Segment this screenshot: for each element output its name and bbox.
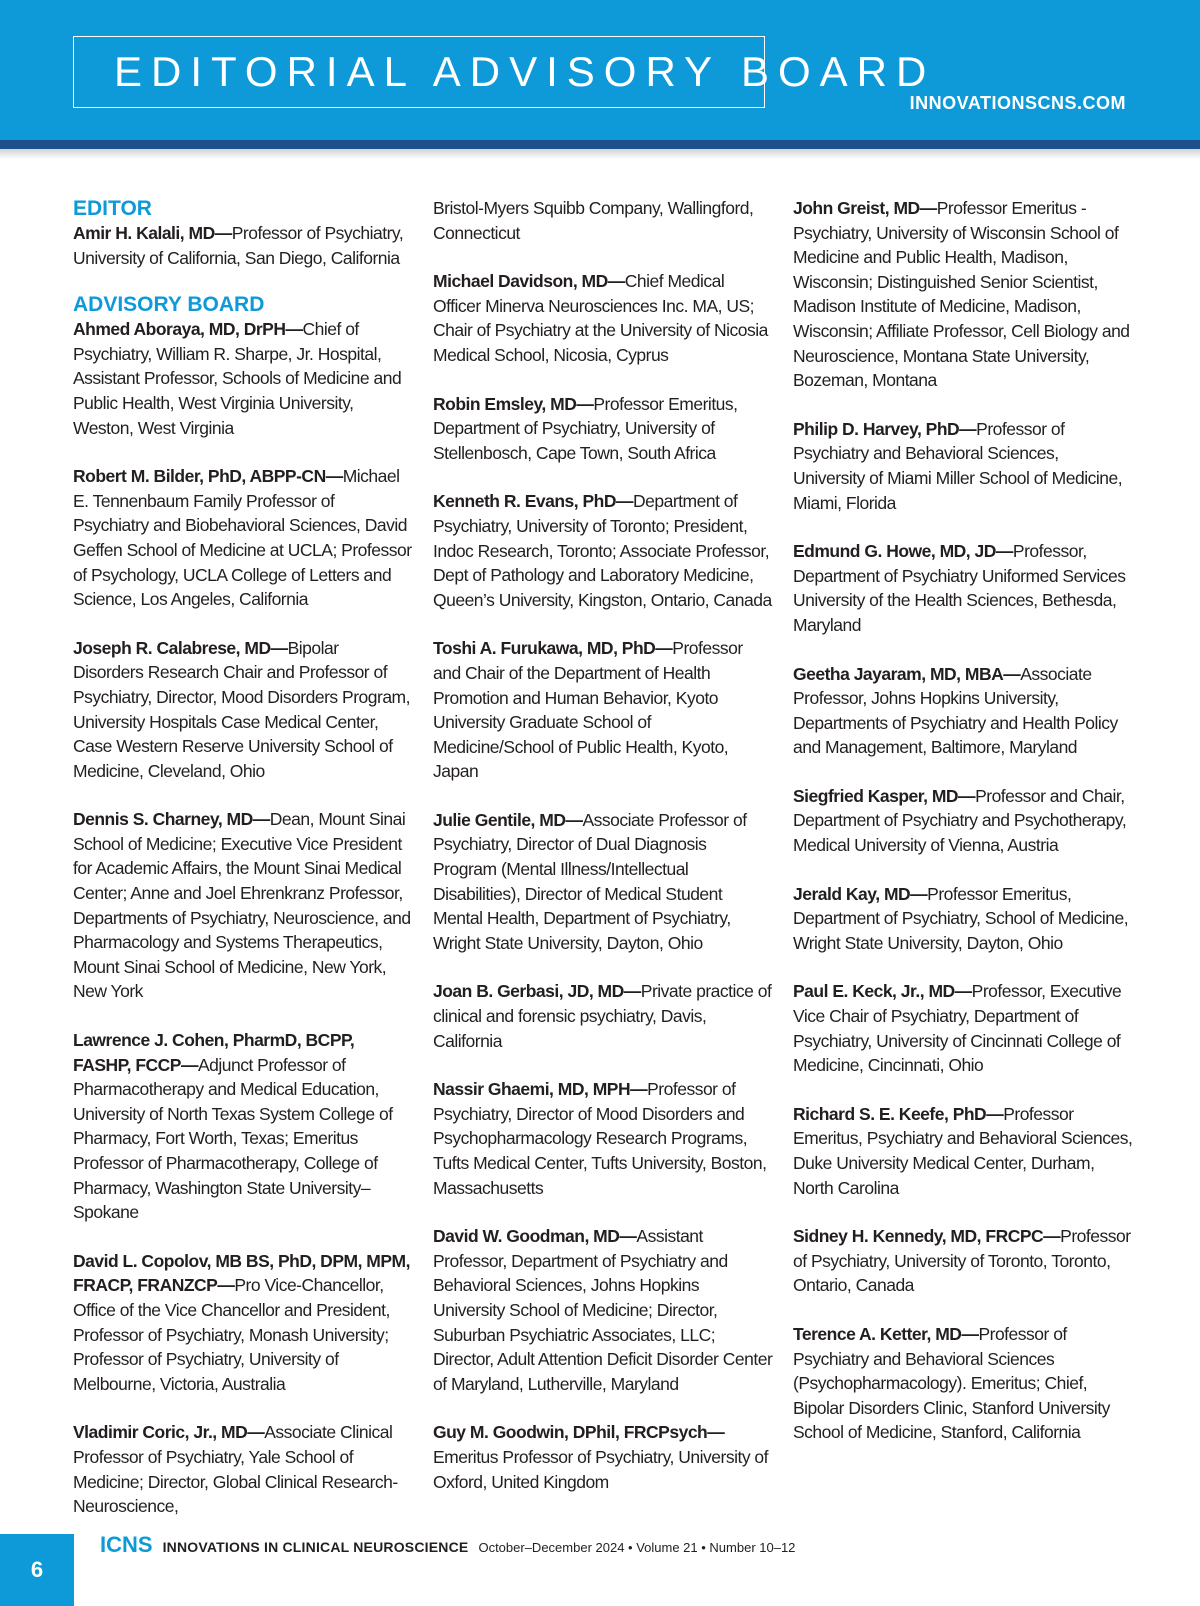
journal-logo: ICNS <box>100 1532 153 1557</box>
section-heading: EDITOR <box>73 197 152 220</box>
member-name: David L. Copolov, MB BS, PhD, DPM, MPM, FRACP, FRANZCP— <box>73 1250 410 1296</box>
member-name: Toshi A. Furukawa, MD, PhD— <box>433 638 673 659</box>
board-member-entry <box>433 392 773 466</box>
member-name: Richard S. E. Keefe, PhD— <box>793 1103 1004 1124</box>
member-affiliation: Assistant Professor, Department of Psychiatry and Behavioral Sciences, Johns Hopkins University School of Medicine; Director, Suburban Psychiatric Associates, LLC; Director, Adult Attention Deficit Disorder Center of Maryland, Lutherville, Maryland <box>433 1226 773 1394</box>
member-affiliation: Professor, Executive Vice Chair of Psychiatry, Department of Psychiatry, University of Cincinnati College of Medicine, Cincinnati, Ohio <box>793 981 1122 1076</box>
board-member-entry <box>433 636 773 784</box>
member-affiliation: Chief Medical Officer Minerva Neurosciences Inc. MA, US; Chair of Psychiatry at the University of Nicosia Medical School, Nicosia, Cyprus <box>433 271 768 365</box>
board-member-entry <box>433 489 773 612</box>
member-name: Geetha Jayaram, MD, MBA— <box>793 663 1021 684</box>
member-affiliation: Michael E. Tennenbaum Family Professor of Psychiatry and Biobehavioral Sciences, David Geffen School of Medicine at UCLA; Professor of Psychology, UCLA College of Letters and Science, Los Angeles, California <box>73 466 412 610</box>
board-member-entry <box>433 1224 773 1396</box>
member-name: Sidney H. Kennedy, MD, FRCPC— <box>793 1226 1061 1247</box>
member-affiliation: Professor of Psychiatry and Behavioral Sciences, University of Miami Miller School of Medicine, Miami, Florida <box>793 418 1123 513</box>
member-name: Kenneth R. Evans, PhD— <box>433 491 634 512</box>
member-affiliation: Professor and Chair, Department of Psychiatry and Psychotherapy, Medical University of Vienna, Austria <box>793 785 1127 856</box>
board-member-entry <box>793 196 1133 393</box>
board-member-entry <box>793 1224 1133 1298</box>
member-name: Robin Emsley, MD— <box>433 393 594 414</box>
board-member-entry <box>433 196 773 245</box>
member-affiliation: Adjunct Professor of Pharmacotherapy and Medical Education, University of North Texas System College of Pharmacy, Fort Worth, Texas; Emeritus Professor of Pharmacotherapy, College of Pharmacy, Washington State University–Spokane <box>73 1054 393 1223</box>
board-member-entry <box>73 636 413 784</box>
footer <box>100 1532 795 1558</box>
member-name: Ahmed Aboraya, MD, DrPH— <box>73 319 303 340</box>
member-affiliation: Associate Professor, Johns Hopkins University, Departments of Psychiatry and Health Policy and Management, Baltimore, Maryland <box>793 663 1118 758</box>
board-member-entry <box>73 221 413 270</box>
board-columns <box>73 196 1133 1543</box>
member-name: Edmund G. Howe, MD, JD— <box>793 541 1013 562</box>
board-member-entry <box>793 539 1133 637</box>
member-affiliation: Associate Professor of Psychiatry, Director of Dual Diagnosis Program (Mental Illness/Intellectual Disabilities), Director of Medical Student Mental Health, Department of Psychiatry, Wright State University, Dayton, Ohio <box>433 809 747 953</box>
member-name: Robert M. Bilder, PhD, ABPP-CN— <box>73 466 343 487</box>
board-member-entry <box>73 317 413 440</box>
member-affiliation: Department of Psychiatry, University of Toronto; President, Indoc Research, Toronto; Associate Professor, Dept of Pathology and Laboratory Medicine, Queen’s University, Kingston, Ontario, Canada <box>433 491 772 610</box>
column-1 <box>73 196 413 1543</box>
board-member-entry <box>433 808 773 956</box>
header-shadow <box>0 149 1200 159</box>
member-affiliation: Dean, Mount Sinai School of Medicine; Executive Vice President for Academic Affairs, the Mount Sinai Medical Center; Anne and Joel Ehrenkranz Professor, Departments of Psychiatry, Neuroscience, and Pharmacology and Systems Therapeutics, Mount Sinai School of Medicine, New York, New York <box>73 809 411 1002</box>
member-affiliation: Professor of Psychiatry and Behavioral Sciences (Psychopharmacology). Emeritus; Chief, Bipolar Disorders Clinic, Stanford University School of Medicine, Stanford, California <box>793 1323 1110 1443</box>
board-member-entry <box>433 269 773 367</box>
board-member-entry <box>433 1420 773 1494</box>
board-member-entry <box>73 1420 413 1518</box>
member-affiliation: Professor of Psychiatry, University of Toronto, Toronto, Ontario, Canada <box>793 1226 1131 1296</box>
section-heading: ADVISORY BOARD <box>73 293 265 317</box>
header-divider <box>0 140 1200 149</box>
member-name: Siegfried Kasper, MD— <box>793 785 976 806</box>
board-member-entry <box>793 662 1133 760</box>
member-affiliation: Private practice of clinical and forensic psychiatry, Davis, California <box>433 981 772 1051</box>
member-name: Amir H. Kalali, MD— <box>73 223 232 243</box>
board-member-entry <box>433 979 773 1053</box>
board-member-entry <box>793 882 1133 956</box>
member-affiliation: Chief of Psychiatry, William R. Sharpe, Jr. Hospital, Assistant Professor, Schools of Medicine and Public Health, West Virginia University, Weston, West Virginia <box>73 319 402 438</box>
member-name: Lawrence J. Cohen, PharmD, BCPP, FASHP, FCCP— <box>73 1030 355 1075</box>
page-number: 6 <box>0 1534 74 1606</box>
column-3 <box>793 196 1133 1543</box>
board-member-entry <box>793 784 1133 858</box>
member-affiliation: Professor Emeritus, Department of Psychiatry, University of Stellenbosch, Cape Town, South Africa <box>433 393 738 463</box>
member-name: Julie Gentile, MD— <box>433 809 583 830</box>
board-member-entry <box>793 1102 1133 1200</box>
board-member-entry <box>73 464 413 612</box>
member-affiliation: Associate Clinical Professor of Psychiatry, Yale School of Medicine; Director, Global Clinical Research-Neuroscience, <box>73 1422 398 1517</box>
member-affiliation: Pro Vice-Chancellor, Office of the Vice Chancellor and President, Professor of Psychiatry, Monash University; Professor of Psychiatry, University of Melbourne, Victoria, Australia <box>73 1275 390 1394</box>
column-2 <box>433 196 773 1543</box>
member-affiliation: Professor of Psychiatry, Director of Mood Disorders and Psychopharmacology Research Programs, Tufts Medical Center, Tufts University, Boston, Massachusetts <box>433 1079 767 1198</box>
member-affiliation: Bipolar Disorders Research Chair and Professor of Psychiatry, Director, Mood Disorders Program, University Hospitals Case Medical Center, Case Western Reserve University School of Medicine, Cleveland, Ohio <box>73 637 411 781</box>
board-member-entry <box>793 1322 1133 1445</box>
member-affiliation: Emeritus Professor of Psychiatry, University of Oxford, United Kingdom <box>433 1446 769 1492</box>
member-name: Nassir Ghaemi, MD, MPH— <box>433 1079 648 1100</box>
issue-info: October–December 2024 • Volume 21 • Number 10–12 <box>478 1540 796 1555</box>
board-member-entry <box>433 1077 773 1200</box>
member-name: Jerald Kay, MD— <box>793 883 928 904</box>
member-name: Joan B. Gerbasi, JD, MD— <box>433 981 641 1002</box>
board-member-entry <box>793 417 1133 515</box>
member-affiliation: Bristol-Myers Squibb Company, Wallingford, Connecticut <box>433 198 754 243</box>
page-title: EDITORIAL ADVISORY BOARD <box>114 48 936 95</box>
member-affiliation: Professor Emeritus, Psychiatry and Behavioral Sciences, Duke University Medical Center, Durham, North Carolina <box>793 1103 1133 1198</box>
member-name: Michael Davidson, MD— <box>433 271 625 292</box>
member-name: Paul E. Keck, Jr., MD— <box>793 981 972 1002</box>
member-name: Joseph R. Calabrese, MD— <box>73 637 288 658</box>
member-name: Philip D. Harvey, PhD— <box>793 418 977 439</box>
board-member-entry <box>73 807 413 1004</box>
member-name: John Greist, MD— <box>793 198 937 218</box>
member-affiliation: Professor of Psychiatry, University of California, San Diego, California <box>73 223 404 268</box>
member-affiliation: Professor and Chair of the Department of Health Promotion and Human Behavior, Kyoto University Graduate School of Medicine/School of Public Health, Kyoto, Japan <box>433 638 743 782</box>
member-name: David W. Goodman, MD— <box>433 1226 637 1247</box>
member-name: Terence A. Ketter, MD— <box>793 1323 979 1344</box>
member-affiliation: Professor Emeritus - Psychiatry, University of Wisconsin School of Medicine and Public Health, Madison, Wisconsin; Distinguished Senior Scientist, Madison Institute of Medicine, Madison, Wisconsin; Affiliate Professor, Cell Biology and Neuroscience, Montana State University, Bozeman, Montana <box>793 198 1130 391</box>
header-band <box>0 0 1200 140</box>
website-url[interactable]: INNOVATIONSCNS.COM <box>909 93 1126 113</box>
member-name: Vladimir Coric, Jr., MD— <box>73 1422 265 1443</box>
board-member-entry <box>793 979 1133 1077</box>
member-affiliation: Professor Emeritus, Department of Psychiatry, School of Medicine, Wright State University, Dayton, Ohio <box>793 883 1129 953</box>
title-box <box>73 36 936 108</box>
member-name: Guy M. Goodwin, DPhil, FRCPsych— <box>433 1422 725 1443</box>
board-member-entry <box>73 1028 413 1225</box>
board-member-entry <box>73 1249 413 1397</box>
member-affiliation: Professor, Department of Psychiatry Uniformed Services University of the Health Sciences, Bethesda, Maryland <box>793 541 1126 635</box>
member-name: Dennis S. Charney, MD— <box>73 809 270 830</box>
journal-name: INNOVATIONS IN CLINICAL NEUROSCIENCE <box>162 1539 469 1555</box>
